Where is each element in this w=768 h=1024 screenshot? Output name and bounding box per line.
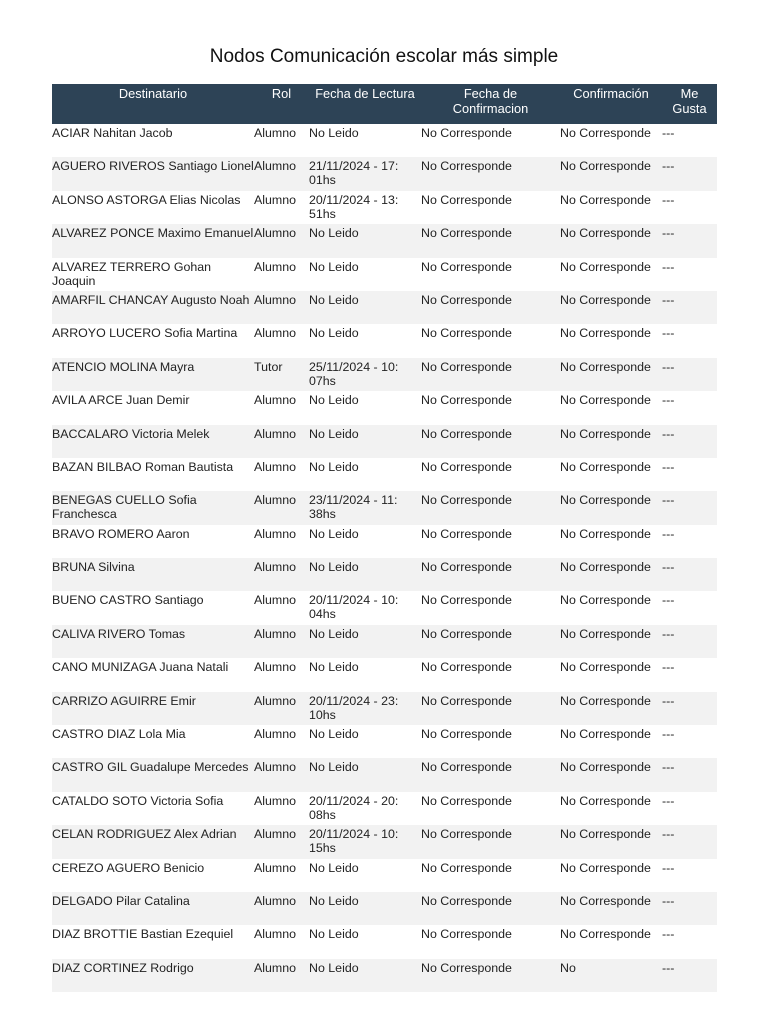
cell-destinatario: BUENO CASTRO Santiago: [52, 593, 204, 608]
cell-confirmacion: No Corresponde: [560, 425, 662, 458]
cell-destinatario: ARROYO LUCERO Sofia Martina: [52, 326, 238, 341]
cell-fecha-confirmacion: No Corresponde: [421, 625, 560, 658]
cell-fecha-lectura: No Leido: [309, 892, 421, 925]
cell-fecha-lectura: No Leido: [309, 425, 421, 458]
cell-destinatario: ACIAR Nahitan Jacob: [52, 126, 173, 140]
cell-rol: Alumno: [254, 291, 309, 324]
table-row: [52, 825, 717, 858]
cell-destinatario: BENEGAS CUELLO Sofia Franchesca: [52, 491, 254, 524]
cell-confirmacion: No Corresponde: [560, 758, 662, 791]
cell-me-gusta: ---: [662, 393, 675, 408]
cell-fecha-confirmacion: No Corresponde: [421, 692, 560, 725]
cell-me-gusta: ---: [662, 758, 717, 791]
cell-fecha-confirmacion: No Corresponde: [421, 491, 560, 524]
cell-confirmacion: No Corresponde: [560, 860, 651, 875]
cell-me-gusta: ---: [662, 558, 717, 591]
table-row: [52, 758, 717, 791]
cell-fecha-lectura: 23/11/2024 - 11: 38hs: [309, 491, 421, 524]
cell-me-gusta: ---: [662, 126, 675, 140]
cell-rol: Alumno: [254, 692, 309, 725]
cell-fecha-lectura: No Leido: [309, 625, 421, 658]
cell-confirmacion: No Corresponde: [560, 892, 662, 925]
cell-me-gusta: ---: [662, 593, 675, 608]
cell-rol: Alumno: [254, 892, 309, 925]
table-row: [52, 458, 717, 491]
cell-fecha-lectura: No Leido: [309, 526, 359, 541]
cell-destinatario: CATALDO SOTO Victoria Sofia: [52, 793, 224, 808]
cell-destinatario: DELGADO Pilar Catalina: [52, 892, 254, 925]
cell-fecha-confirmacion: No Corresponde: [421, 326, 512, 341]
cell-me-gusta: ---: [662, 860, 675, 875]
cell-fecha-lectura: 20/11/2024 - 23: 10hs: [309, 692, 421, 725]
cell-me-gusta: ---: [662, 526, 675, 541]
cell-destinatario: CARRIZO AGUIRRE Emir: [52, 692, 254, 725]
cell-rol: Alumno: [254, 825, 309, 858]
cell-rol: Alumno: [254, 959, 309, 992]
table-row: [52, 625, 717, 658]
cell-me-gusta: ---: [662, 259, 675, 274]
cell-rol: Alumno: [254, 393, 297, 408]
cell-me-gusta: ---: [662, 326, 675, 341]
cell-fecha-confirmacion: No Corresponde: [421, 526, 512, 541]
cell-confirmacion: No Corresponde: [560, 192, 651, 207]
column-header-destinatario[interactable]: Destinatario: [52, 84, 254, 124]
cell-rol: Alumno: [254, 459, 297, 474]
cell-destinatario: ALVAREZ PONCE Maximo Emanuel: [52, 224, 254, 257]
cell-destinatario: BRAVO ROMERO Aaron: [52, 526, 190, 541]
cell-fecha-lectura: No Leido: [309, 558, 421, 591]
cell-fecha-lectura: No Leido: [309, 660, 359, 675]
cell-me-gusta: ---: [662, 459, 675, 474]
cell-fecha-lectura: No Leido: [309, 927, 359, 942]
cell-me-gusta: ---: [662, 625, 717, 658]
cell-rol: Alumno: [254, 425, 309, 458]
cell-fecha-lectura: No Leido: [309, 259, 359, 274]
table-row: [52, 324, 717, 357]
header-row: [52, 84, 717, 124]
table-row: [52, 391, 717, 424]
table-row: [52, 224, 717, 257]
cell-destinatario: ATENCIO MOLINA Mayra: [52, 358, 254, 391]
cell-confirmacion: No Corresponde: [560, 593, 651, 608]
cell-rol: Alumno: [254, 727, 297, 742]
cell-rol: Alumno: [254, 593, 297, 608]
cell-rol: Alumno: [254, 625, 309, 658]
cell-confirmacion: No Corresponde: [560, 727, 651, 742]
cell-rol: Alumno: [254, 157, 309, 190]
cell-confirmacion: No Corresponde: [560, 459, 651, 474]
table-body: [52, 124, 717, 992]
cell-destinatario: BAZAN BILBAO Roman Bautista: [52, 459, 234, 474]
table-row: [52, 859, 717, 892]
table-row: [52, 525, 717, 558]
cell-fecha-lectura: 20/11/2024 - 13: 51hs: [309, 192, 399, 221]
cell-me-gusta: ---: [662, 892, 717, 925]
cell-fecha-lectura: No Leido: [309, 126, 359, 140]
cell-me-gusta: ---: [662, 825, 717, 858]
cell-fecha-confirmacion: No Corresponde: [421, 259, 512, 274]
table-row: [52, 425, 717, 458]
cell-destinatario: CANO MUNIZAGA Juana Natali: [52, 660, 229, 675]
cell-confirmacion: No Corresponde: [560, 526, 651, 541]
cell-destinatario: DIAZ CORTINEZ Rodrigo: [52, 959, 254, 992]
table-row: [52, 792, 717, 825]
cell-destinatario: CASTRO GIL Guadalupe Mercedes: [52, 758, 254, 791]
table-row: [52, 658, 717, 691]
column-header-confirmacion[interactable]: Confirmación: [560, 84, 662, 124]
table-row: [52, 157, 717, 190]
table-row: [52, 725, 717, 758]
cell-destinatario: AVILA ARCE Juan Demir: [52, 393, 190, 408]
cell-fecha-lectura: No Leido: [309, 291, 421, 324]
cell-rol: Alumno: [254, 860, 297, 875]
cell-fecha-confirmacion: No Corresponde: [421, 425, 560, 458]
cell-rol: Alumno: [254, 758, 309, 791]
cell-rol: Alumno: [254, 558, 309, 591]
cell-destinatario: CALIVA RIVERO Tomas: [52, 625, 254, 658]
cell-me-gusta: ---: [662, 224, 717, 257]
cell-confirmacion: No Corresponde: [560, 660, 651, 675]
cell-destinatario: CASTRO DIAZ Lola Mia: [52, 727, 186, 742]
cell-fecha-confirmacion: No Corresponde: [421, 727, 512, 742]
cell-destinatario: AMARFIL CHANCAY Augusto Noah: [52, 291, 254, 324]
cell-me-gusta: ---: [662, 491, 717, 524]
cell-fecha-lectura: No Leido: [309, 860, 359, 875]
table-row: [52, 291, 717, 324]
cell-fecha-confirmacion: No Corresponde: [421, 758, 560, 791]
cell-destinatario: AGUERO RIVEROS Santiago Lionel: [52, 157, 254, 190]
cell-me-gusta: ---: [662, 959, 717, 992]
cell-rol: Alumno: [254, 526, 297, 541]
table-row: [52, 591, 717, 624]
cell-confirmacion: No: [560, 959, 662, 992]
cell-me-gusta: ---: [662, 291, 717, 324]
cell-fecha-confirmacion: No Corresponde: [421, 224, 560, 257]
cell-fecha-confirmacion: No Corresponde: [421, 825, 560, 858]
cell-confirmacion: No Corresponde: [560, 558, 662, 591]
table-row: [52, 692, 717, 725]
cell-confirmacion: No Corresponde: [560, 625, 662, 658]
cell-destinatario: ALONSO ASTORGA Elias Nicolas: [52, 192, 241, 207]
cell-confirmacion: No Corresponde: [560, 793, 651, 808]
cell-rol: Alumno: [254, 793, 297, 808]
cell-fecha-confirmacion: No Corresponde: [421, 291, 560, 324]
cell-rol: Alumno: [254, 126, 297, 140]
cell-confirmacion: No Corresponde: [560, 291, 662, 324]
cell-me-gusta: ---: [662, 425, 717, 458]
cell-fecha-confirmacion: No Corresponde: [421, 892, 560, 925]
cell-fecha-lectura: 20/11/2024 - 10: 15hs: [309, 825, 421, 858]
cell-confirmacion: No Corresponde: [560, 927, 651, 942]
cell-destinatario: CELAN RODRIGUEZ Alex Adrian: [52, 825, 254, 858]
cell-fecha-confirmacion: No Corresponde: [421, 593, 512, 608]
cell-me-gusta: ---: [662, 727, 675, 742]
recipients-table: [52, 84, 717, 992]
cell-destinatario: BACCALARO Victoria Melek: [52, 425, 254, 458]
table-row: [52, 959, 717, 992]
cell-destinatario: DIAZ BROTTIE Bastian Ezequiel: [52, 927, 234, 942]
table-row: [52, 124, 717, 157]
cell-me-gusta: ---: [662, 793, 675, 808]
cell-confirmacion: No Corresponde: [560, 126, 651, 140]
cell-fecha-confirmacion: No Corresponde: [421, 358, 560, 391]
table-row: [52, 892, 717, 925]
cell-me-gusta: ---: [662, 692, 717, 725]
cell-me-gusta: ---: [662, 192, 675, 207]
column-header-fecha-lectura[interactable]: Fecha de Lectura: [309, 84, 421, 124]
cell-me-gusta: ---: [662, 358, 717, 391]
cell-fecha-lectura: No Leido: [309, 224, 421, 257]
cell-confirmacion: No Corresponde: [560, 157, 662, 190]
table-row: [52, 258, 717, 291]
table-row: [52, 491, 717, 524]
cell-fecha-lectura: No Leido: [309, 393, 359, 408]
cell-confirmacion: No Corresponde: [560, 692, 662, 725]
table-row: [52, 925, 717, 958]
cell-confirmacion: No Corresponde: [560, 224, 662, 257]
cell-fecha-confirmacion: No Corresponde: [421, 660, 512, 675]
cell-rol: Tutor: [254, 358, 309, 391]
cell-me-gusta: ---: [662, 157, 717, 190]
cell-confirmacion: No Corresponde: [560, 259, 651, 274]
cell-confirmacion: No Corresponde: [560, 358, 662, 391]
column-header-rol[interactable]: Rol: [254, 84, 309, 124]
table-row: [52, 558, 717, 591]
table-row: [52, 191, 717, 224]
cell-fecha-lectura: 20/11/2024 - 10: 04hs: [309, 593, 399, 622]
cell-confirmacion: No Corresponde: [560, 491, 662, 524]
cell-rol: Alumno: [254, 192, 297, 207]
cell-me-gusta: ---: [662, 927, 675, 942]
cell-fecha-confirmacion: No Corresponde: [421, 558, 560, 591]
cell-confirmacion: No Corresponde: [560, 326, 651, 341]
cell-fecha-confirmacion: No Corresponde: [421, 927, 512, 942]
cell-fecha-lectura: No Leido: [309, 326, 359, 341]
cell-rol: Alumno: [254, 660, 297, 675]
cell-rol: Alumno: [254, 927, 297, 942]
cell-fecha-lectura: No Leido: [309, 758, 421, 791]
cell-fecha-lectura: 21/11/2024 - 17: 01hs: [309, 157, 421, 190]
table-row: [52, 358, 717, 391]
cell-fecha-confirmacion: No Corresponde: [421, 959, 560, 992]
cell-confirmacion: No Corresponde: [560, 393, 651, 408]
column-header-me-gusta[interactable]: Me Gusta: [662, 84, 717, 124]
cell-fecha-lectura: 20/11/2024 - 20: 08hs: [309, 793, 399, 822]
cell-confirmacion: No Corresponde: [560, 825, 662, 858]
cell-fecha-lectura: No Leido: [309, 959, 421, 992]
cell-rol: Alumno: [254, 491, 309, 524]
cell-destinatario: ALVAREZ TERRERO Gohan Joaquin: [52, 259, 212, 288]
cell-fecha-confirmacion: No Corresponde: [421, 793, 512, 808]
cell-fecha-lectura: No Leido: [309, 459, 359, 474]
cell-fecha-confirmacion: No Corresponde: [421, 157, 560, 190]
cell-me-gusta: ---: [662, 660, 675, 675]
cell-fecha-confirmacion: No Corresponde: [421, 192, 512, 207]
cell-rol: Alumno: [254, 224, 309, 257]
cell-fecha-confirmacion: No Corresponde: [421, 393, 512, 408]
cell-fecha-confirmacion: No Corresponde: [421, 860, 512, 875]
cell-rol: Alumno: [254, 259, 297, 274]
cell-destinatario: CEREZO AGUERO Benicio: [52, 860, 205, 875]
column-header-fecha-confirmacion[interactable]: Fecha de Confirmacion: [421, 84, 560, 124]
cell-fecha-lectura: No Leido: [309, 727, 359, 742]
page-title: Nodos Comunicación escolar más simple: [209, 46, 559, 67]
cell-fecha-confirmacion: No Corresponde: [421, 126, 512, 140]
table-header: [52, 84, 717, 124]
cell-destinatario: BRUNA Silvina: [52, 558, 254, 591]
cell-rol: Alumno: [254, 326, 297, 341]
cell-fecha-lectura: 25/11/2024 - 10: 07hs: [309, 358, 421, 391]
cell-fecha-confirmacion: No Corresponde: [421, 459, 512, 474]
